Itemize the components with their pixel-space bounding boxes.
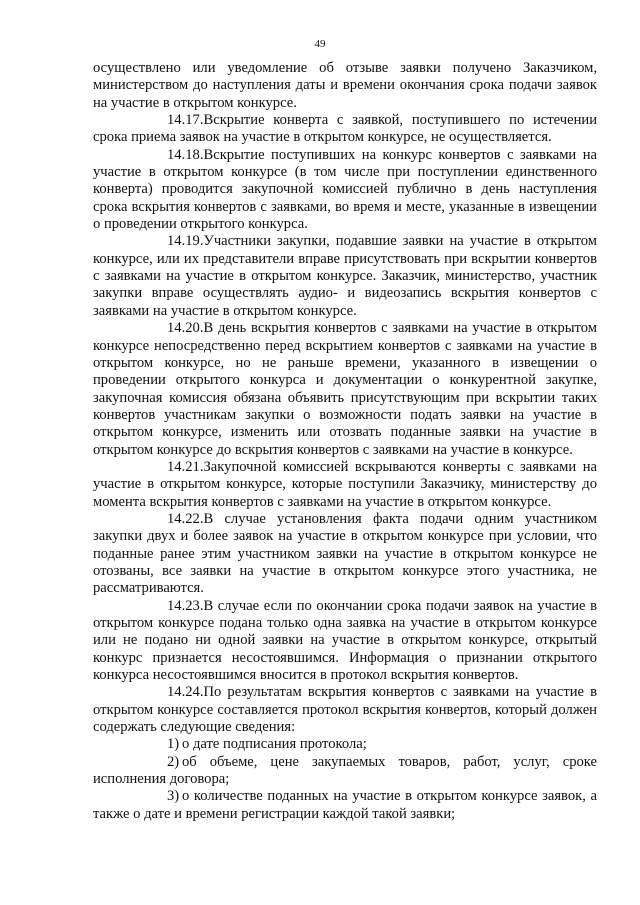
paragraph-text: Участники закупки, подавшие заявки на участие в открытом конкурсе, или их представители вправе присутствовать при вскрытии конвертов с заявками на участие в открытом конкурсе. Заказчик, министерство, участник закупки вправе осуществлять аудио- и видеозапись вскрытия конвертов с заявками на участие в открытом конкурсе. bbox=[93, 233, 597, 319]
list-item-3 bbox=[93, 788, 597, 823]
paragraph-text: По результатам вскрытия конвертов с заявками на участие в открытом конкурсе составляется протокол вскрытия конвертов, который должен содержать следующие сведения: bbox=[93, 684, 597, 736]
paragraph-text: Вскрытие конверта с заявкой, поступившего по истечении срока приема заявок на участие в открытом конкурсе, не осуществляется. bbox=[93, 112, 597, 146]
paragraph-14-20 bbox=[93, 320, 597, 459]
paragraph-number: 14.18. bbox=[167, 146, 204, 163]
paragraph-continuation bbox=[93, 60, 597, 112]
paragraph-number: 14.17. bbox=[167, 112, 204, 129]
paragraph-number: 14.19. bbox=[167, 233, 204, 250]
list-item-number: 1) bbox=[167, 736, 180, 753]
paragraph-14-24 bbox=[93, 684, 597, 736]
paragraph-number: 14.24. bbox=[167, 684, 204, 701]
list-item-text: о дате подписания протокола; bbox=[182, 736, 367, 753]
paragraph-14-21 bbox=[93, 459, 597, 511]
list-item-number: 2) bbox=[167, 753, 180, 770]
paragraph-text: В случае установления факта подачи одним участником закупки двух и более заявок на участие в открытом конкурсе при условии, что поданные ранее этим участником заявки на участие в открытом конкурсе не отозваны, все заявки на участие в открытом конкурсе этого участника, не рассматриваются. bbox=[93, 510, 597, 597]
list-item-2 bbox=[93, 754, 597, 789]
list-item-number: 3) bbox=[167, 788, 180, 805]
list-item-text: о количестве поданных на участие в открытом конкурсе заявок, а также о дате и времени регистрации каждой такой заявки; bbox=[93, 788, 597, 822]
paragraph-text: В день вскрытия конвертов с заявками на участие в открытом конкурсе непосредственно перед вскрытием конвертов с заявками на участие в открытом конкурсе, но не раньше времени, указанного в извещении о проведении открытого конкурса и документации о конкурентной закупке, закупочная комиссия обязана объявить присутствующим при вскрытии таких конвертов участникам закупки о возможности подать заявки на участие в открытом конкурсе, изменить или отозвать поданные заявки на участие в открытом конкурсе до вскрытия конвертов с заявками на участие в конкурсе. bbox=[93, 320, 597, 458]
page-number: 49 bbox=[314, 38, 326, 50]
paragraph-number: 14.23. bbox=[167, 597, 204, 614]
paragraph-14-17 bbox=[93, 112, 597, 147]
paragraph-text: Закупочной комиссией вскрываются конверты с заявками на участие в открытом конкурсе, которые поступили Заказчику, министерству до момента вскрытия конвертов с заявками на участие в открытом конкурсе. bbox=[93, 458, 597, 510]
list-item-1 bbox=[93, 736, 597, 753]
list-item-text: об объеме, цене закупаемых товаров, работ, услуг, сроке исполнения договора; bbox=[93, 753, 597, 788]
paragraph-number: 14.22. bbox=[167, 510, 204, 527]
paragraph-number: 14.21. bbox=[167, 458, 204, 475]
paragraph-text: осуществлено или уведомление об отзыве заявки получено Заказчиком, министерством до наступления даты и времени окончания срока подачи заявок на участие в открытом конкурсе. bbox=[93, 60, 597, 111]
paragraph-text: Вскрытие поступивших на конкурс конвертов с заявками на участие в открытом конкурсе (в том числе при поступлении единственного конверта) проводится закупочной комиссией публично в день наступления срока вскрытия конвертов с заявками, во время и месте, указанные в извещении о проведении открытого конкурса. bbox=[93, 146, 597, 233]
paragraph-14-19 bbox=[93, 233, 597, 320]
paragraph-14-22 bbox=[93, 511, 597, 598]
paragraph-number: 14.20. bbox=[167, 320, 204, 337]
paragraph-14-23 bbox=[93, 598, 597, 685]
paragraph-text: В случае если по окончании срока подачи заявок на участие в открытом конкурсе подана только одна заявка на участие в открытом конкурсе или не подано ни одной заявки на участие в открытом конкурсе, открытый конкурс признается несостоявшимся. Информация о признании открытого конкурса несостоявшимся вносится в протокол вскрытия конвертов. bbox=[93, 597, 597, 684]
paragraph-14-18 bbox=[93, 147, 597, 234]
document-body bbox=[93, 60, 597, 823]
